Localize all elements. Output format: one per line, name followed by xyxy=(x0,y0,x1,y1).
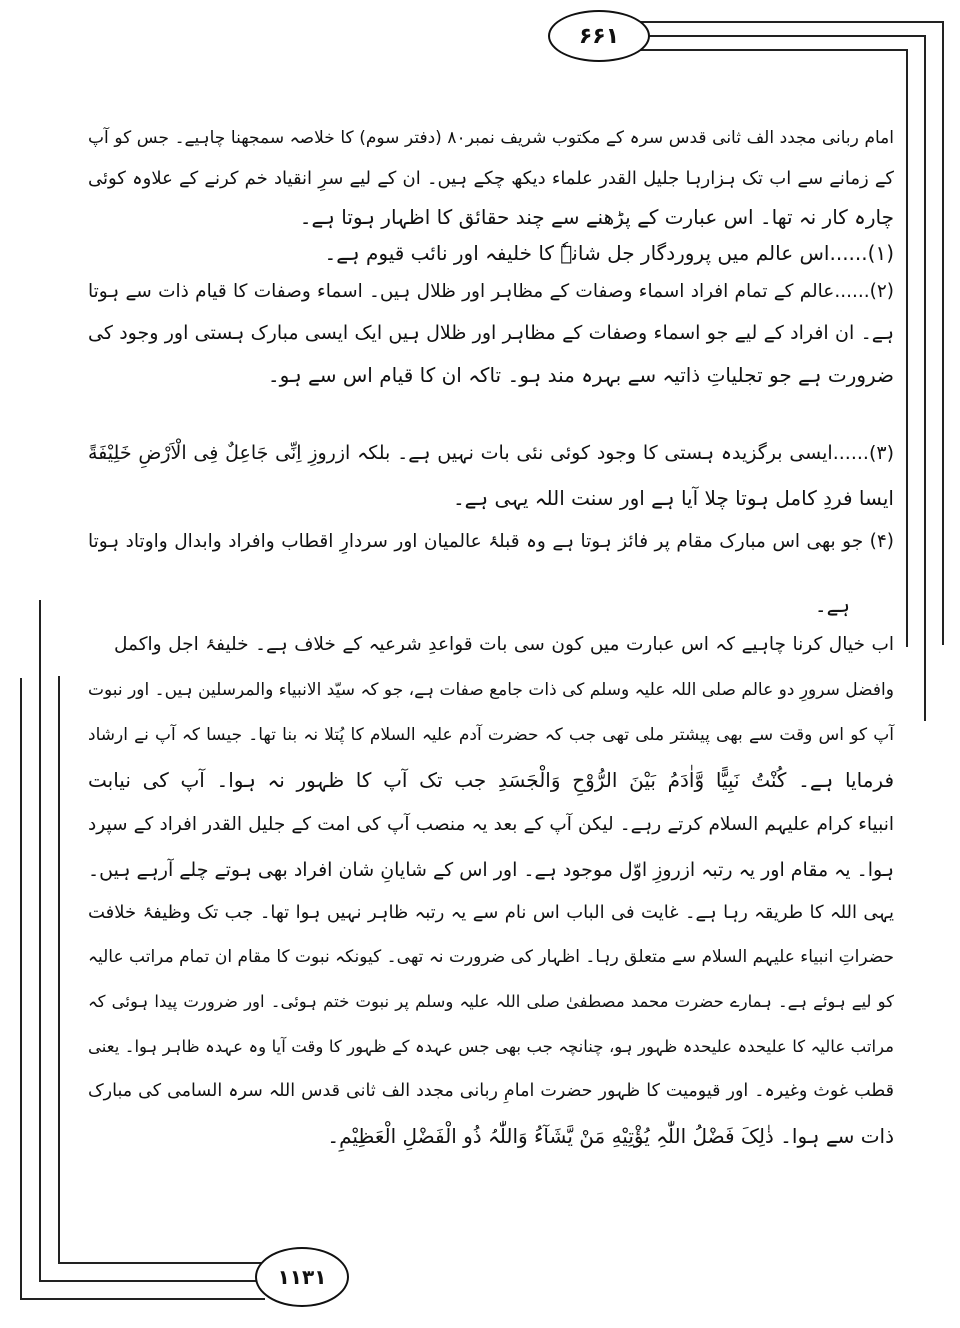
top-border-line-middle xyxy=(645,35,926,37)
text-line: قطب غوث وغیرہ۔ اور قیومیت کا ظہور حضرت امامِ ربانی مجدد الف ثانی قدس اللہ سرہ السامی کی مبارک xyxy=(88,1081,894,1101)
text-line: ذات سے ہوا۔ ذٰلِکَ فَضْلُ اللّٰہِ یُؤْتِیْهِ مَنْ یَّشَآءُ وَاللّٰہُ ذُو الْفَضْلِ الْعَظِیْمِ۔ xyxy=(327,1124,894,1148)
left-border-line-inner xyxy=(58,676,60,1264)
numbered-point-3: (۳)......ایسی برگزیدہ ہستی کا وجود کوئی نئی بات نہیں ہے۔ بلکہ ازروزِ اِنِّی جَاعِلٌ فِی الْاَرْضِ خَلِیْفَةً xyxy=(88,442,894,464)
right-border-line-outer xyxy=(942,21,944,645)
text-line: کو لیے ہوئے ہے۔ ہمارے حضرت محمد مصطفیٰ صلی اللہ علیہ وسلم پر نبوت ختم ہوئی۔ اور ضرورت پیدا ہوئی کہ xyxy=(88,992,894,1011)
paragraph-start: اب خیال کرنا چاہیے کہ اس عبارت میں کون سی بات قواعدِ شرعیہ کے خلاف ہے۔ خلیفۂ اجل واکمل xyxy=(114,634,894,655)
text-line: کے زمانے سے اب تک ہزارہا جلیل القدر علماء دیکھ چکے ہیں۔ ان کے لیے سرِ انقیاد خم کرنے کے علاوہ کوئی xyxy=(88,168,894,189)
right-border-line-middle xyxy=(924,35,926,721)
top-border-line-outer xyxy=(640,21,944,23)
bottom-border-line-inner xyxy=(58,1262,268,1264)
numbered-point-4: (۴) جو بھی اس مبارک مقام پر فائز ہوتا ہے وہ قبلۂ عالمیان اور سردارِ اقطاب وافراد وابدال واوتاد ہوتا xyxy=(88,531,894,552)
text-line: حضراتِ انبیاء علیہم السلام سے متعلق رہا۔ اظہار کی ضرورت نہ تھی۔ کیونکہ نبوت کا مقام ان تمام مراتب عالیہ xyxy=(88,947,894,967)
text-line: (۱)......اس عالم میں پروردگار جل شانہٗ کا خلیفہ اور نائب قیوم ہے۔ xyxy=(324,241,894,265)
text-line: ہے۔ xyxy=(814,593,850,617)
bottom-border-line-middle xyxy=(39,1280,261,1282)
text-line: ہوا۔ یہ مقام اور یہ رتبہ ازروزِ اوّل موجود ہے۔ اور اس کے شایانِ شان افراد بھی ہوتے چلے آرہے ہیں۔ xyxy=(88,859,894,881)
text-line: امام ربانی مجدد الف ثانی قدس سرہ کے مکتوب شریف نمبر۸۰ (دفتر سوم) کا خلاصہ سمجھنا چاہیے۔ جس کو آپ xyxy=(88,128,894,148)
text-line: فرمایا ہے۔ کُنْتُ نَبِیًّا وَّاٰدَمُ بَیْنَ الرُّوْحِ وَالْجَسَدِ جب تک آپ کا ظہور نہ ہوا۔ آپ کی نیابت xyxy=(88,768,894,792)
text-line: چارہ کار نہ تھا۔ اس عبارت کے پڑھنے سے چند حقائق کا اظہار ہوتا ہے۔ xyxy=(299,205,894,229)
top-border-line-inner xyxy=(640,49,908,51)
bottom-border-line-outer xyxy=(20,1298,265,1300)
text-line: انبیاء کرام علیہم السلام کرتے رہے۔ لیکن آپ کے بعد یہ منصب آپ کی امت کے جلیل القدر افراد کے سپرد xyxy=(88,814,894,835)
left-border-line-middle xyxy=(39,600,41,1282)
text-line: مراتب عالیہ کا علیحدہ علیحدہ ظہور ہو، چنانچہ جب بھی جس عہدہ کے ظہور کا وقت آیا وہ عہدہ ظاہر ہوا۔ یعنی xyxy=(88,1037,894,1056)
text-line: ہے۔ ان افراد کے لیے جو اسماء وصفات کے مظاہر اور ظلال ہیں ایک ایسی مبارک ہستی اور وجود کی xyxy=(88,322,894,344)
text-line: وافضل سرورِ دو عالم صلی اللہ علیہ وسلم کی ذات جامع صفات ہے، جو کہ سیّد الانبیاء والمرسلین ہیں۔ اور نبوت xyxy=(88,680,894,700)
text-line: آپ کو اس وقت سے بھی پیشتر ملی تھی جب کہ حضرت آدم علیہ السلام کا پُتلا نہ بنا تھا۔ جیسا کہ آپ نے ارشاد xyxy=(88,725,894,745)
text-line: ضرورت ہے جو تجلیاتِ ذاتیہ سے بہرہ مند ہو۔ تاکہ ان کا قیام اس سے ہو۔ xyxy=(267,363,894,387)
bottom-page-number: ۱۱۳۱ xyxy=(255,1247,349,1307)
left-border-line-outer xyxy=(20,678,22,1300)
text-line: یہی اللہ کا طریقہ رہا ہے۔ غایت فی الباب اس نام سے یہ رتبہ ظاہر نہیں ہوا تھا۔ جب تک وظیفۂ خلافت xyxy=(88,902,894,923)
right-border-line-inner xyxy=(906,49,908,647)
top-page-number: ۶۶۱ xyxy=(548,10,650,62)
numbered-point-2: (۲)......عالم کے تمام افراد اسماء وصفات کے مظاہر اور ظلال ہیں۔ اسماء وصفات کا قیام ذات سے ہوتا xyxy=(88,281,894,302)
text-line: ایسا فردِ کامل ہوتا چلا آیا ہے اور سنت اللہ یہی ہے۔ xyxy=(452,486,894,510)
